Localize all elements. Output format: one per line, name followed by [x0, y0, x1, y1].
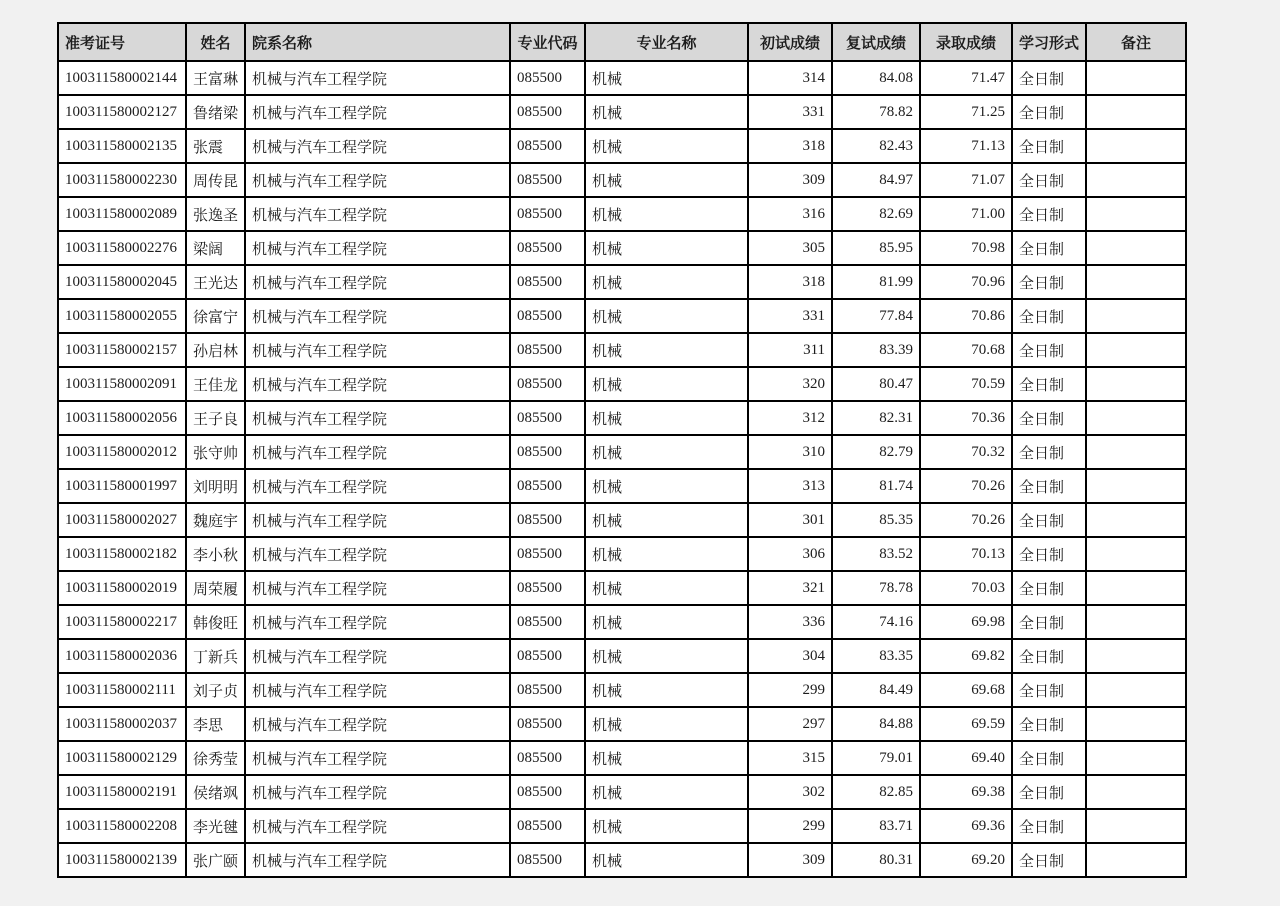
table-cell: 机械 [585, 775, 748, 809]
column-header-1: 姓名 [186, 23, 245, 61]
table-cell: 全日制 [1012, 197, 1086, 231]
table-row [58, 639, 1186, 673]
table-cell: 085500 [510, 809, 585, 843]
table-cell: 机械与汽车工程学院 [245, 95, 510, 129]
table-cell [1086, 741, 1186, 775]
table-cell [1086, 333, 1186, 367]
table-cell: 机械 [585, 605, 748, 639]
table-cell: 全日制 [1012, 401, 1086, 435]
table-cell: 全日制 [1012, 571, 1086, 605]
table-cell: 77.84 [832, 299, 920, 333]
table-cell: 机械与汽车工程学院 [245, 435, 510, 469]
table-cell: 机械 [585, 741, 748, 775]
table-cell: 82.79 [832, 435, 920, 469]
table-cell [1086, 231, 1186, 265]
table-cell: 82.85 [832, 775, 920, 809]
table-cell: 321 [748, 571, 832, 605]
table-cell: 100311580001997 [58, 469, 186, 503]
table-cell: 82.43 [832, 129, 920, 163]
table-cell: 085500 [510, 129, 585, 163]
table-cell: 69.38 [920, 775, 1012, 809]
table-cell [1086, 775, 1186, 809]
table-cell: 机械与汽车工程学院 [245, 537, 510, 571]
column-header-4: 专业名称 [585, 23, 748, 61]
table-cell [1086, 197, 1186, 231]
table-cell: 全日制 [1012, 605, 1086, 639]
column-header-7: 录取成绩 [920, 23, 1012, 61]
table-cell: 81.99 [832, 265, 920, 299]
table-cell [1086, 401, 1186, 435]
table-cell: 085500 [510, 741, 585, 775]
table-cell: 70.13 [920, 537, 1012, 571]
table-cell: 机械与汽车工程学院 [245, 265, 510, 299]
table-cell: 100311580002027 [58, 503, 186, 537]
table-cell: 79.01 [832, 741, 920, 775]
table-cell: 085500 [510, 843, 585, 877]
table-cell: 83.35 [832, 639, 920, 673]
table-row [58, 231, 1186, 265]
table-cell: 100311580002019 [58, 571, 186, 605]
table-cell: 085500 [510, 639, 585, 673]
table-cell: 机械与汽车工程学院 [245, 673, 510, 707]
table-cell: 331 [748, 95, 832, 129]
table-cell: 徐富宁 [186, 299, 245, 333]
table-cell: 302 [748, 775, 832, 809]
table-cell: 机械 [585, 401, 748, 435]
table-cell: 机械与汽车工程学院 [245, 571, 510, 605]
table-cell: 100311580002091 [58, 367, 186, 401]
table-cell: 84.08 [832, 61, 920, 95]
table-cell: 机械 [585, 231, 748, 265]
table-row [58, 605, 1186, 639]
table-cell: 70.96 [920, 265, 1012, 299]
table-cell: 74.16 [832, 605, 920, 639]
table-cell: 71.07 [920, 163, 1012, 197]
table-cell: 331 [748, 299, 832, 333]
table-cell: 318 [748, 129, 832, 163]
table-cell: 鲁绪梁 [186, 95, 245, 129]
column-header-5: 初试成绩 [748, 23, 832, 61]
table-row [58, 95, 1186, 129]
table-cell: 085500 [510, 469, 585, 503]
table-cell: 84.88 [832, 707, 920, 741]
table-cell: 孙启林 [186, 333, 245, 367]
table-cell: 70.32 [920, 435, 1012, 469]
table-cell: 318 [748, 265, 832, 299]
table-cell: 70.68 [920, 333, 1012, 367]
table-cell: 314 [748, 61, 832, 95]
table-cell: 085500 [510, 231, 585, 265]
table-cell: 全日制 [1012, 775, 1086, 809]
table-cell: 70.59 [920, 367, 1012, 401]
table-cell: 085500 [510, 673, 585, 707]
table-cell: 王佳龙 [186, 367, 245, 401]
table-cell: 刘子贞 [186, 673, 245, 707]
table-cell: 机械 [585, 197, 748, 231]
table-cell: 70.98 [920, 231, 1012, 265]
table-cell: 100311580002111 [58, 673, 186, 707]
table-cell: 84.97 [832, 163, 920, 197]
table-row [58, 843, 1186, 877]
table-cell: 机械与汽车工程学院 [245, 163, 510, 197]
table-row [58, 537, 1186, 571]
table-cell: 机械 [585, 843, 748, 877]
table-cell: 全日制 [1012, 639, 1086, 673]
table-cell: 70.03 [920, 571, 1012, 605]
table-cell: 侯绪飒 [186, 775, 245, 809]
table-cell: 机械与汽车工程学院 [245, 231, 510, 265]
table-cell [1086, 129, 1186, 163]
table-cell: 83.52 [832, 537, 920, 571]
column-header-8: 学习形式 [1012, 23, 1086, 61]
table-row [58, 435, 1186, 469]
table-cell: 69.59 [920, 707, 1012, 741]
table-cell: 70.26 [920, 469, 1012, 503]
table-cell: 81.74 [832, 469, 920, 503]
table-cell: 315 [748, 741, 832, 775]
table-cell: 全日制 [1012, 707, 1086, 741]
table-cell: 83.39 [832, 333, 920, 367]
table-cell: 310 [748, 435, 832, 469]
table-cell: 全日制 [1012, 299, 1086, 333]
table-cell: 085500 [510, 367, 585, 401]
table-cell: 100311580002208 [58, 809, 186, 843]
table-cell: 机械 [585, 95, 748, 129]
table-cell: 王富琳 [186, 61, 245, 95]
table-row [58, 265, 1186, 299]
table-cell: 魏庭宇 [186, 503, 245, 537]
table-row [58, 571, 1186, 605]
table-cell: 张震 [186, 129, 245, 163]
table-cell: 85.35 [832, 503, 920, 537]
table-cell: 张逸圣 [186, 197, 245, 231]
column-header-9: 备注 [1086, 23, 1186, 61]
table-cell [1086, 469, 1186, 503]
table-cell: 69.20 [920, 843, 1012, 877]
table-cell [1086, 673, 1186, 707]
table-cell: 全日制 [1012, 673, 1086, 707]
table-cell: 李光毽 [186, 809, 245, 843]
table-cell: 张守帅 [186, 435, 245, 469]
table-cell: 机械与汽车工程学院 [245, 741, 510, 775]
table-cell [1086, 435, 1186, 469]
table-cell: 全日制 [1012, 741, 1086, 775]
table-cell: 机械与汽车工程学院 [245, 61, 510, 95]
table-cell: 机械 [585, 61, 748, 95]
table-cell: 100311580002144 [58, 61, 186, 95]
table-cell: 全日制 [1012, 367, 1086, 401]
table-cell: 305 [748, 231, 832, 265]
table-row [58, 333, 1186, 367]
table-cell: 100311580002089 [58, 197, 186, 231]
table-cell: 100311580002036 [58, 639, 186, 673]
table-cell: 机械 [585, 571, 748, 605]
table-cell [1086, 95, 1186, 129]
table-cell: 机械 [585, 673, 748, 707]
table-cell [1086, 843, 1186, 877]
column-header-2: 院系名称 [245, 23, 510, 61]
table-cell: 085500 [510, 333, 585, 367]
table-cell [1086, 265, 1186, 299]
table-cell: 085500 [510, 775, 585, 809]
table-cell: 100311580002217 [58, 605, 186, 639]
table-cell [1086, 571, 1186, 605]
table-cell: 312 [748, 401, 832, 435]
table-cell: 全日制 [1012, 61, 1086, 95]
table-cell: 100311580002056 [58, 401, 186, 435]
table-cell: 100311580002182 [58, 537, 186, 571]
table-cell: 71.00 [920, 197, 1012, 231]
table-cell: 085500 [510, 537, 585, 571]
table-body [58, 61, 1186, 877]
table-cell: 丁新兵 [186, 639, 245, 673]
table-cell: 83.71 [832, 809, 920, 843]
table-cell: 100311580002230 [58, 163, 186, 197]
table-cell: 69.68 [920, 673, 1012, 707]
table-cell [1086, 367, 1186, 401]
table-cell [1086, 537, 1186, 571]
table-cell: 82.69 [832, 197, 920, 231]
table-cell: 299 [748, 809, 832, 843]
table-cell: 机械 [585, 639, 748, 673]
table-cell: 机械 [585, 537, 748, 571]
table-cell: 78.78 [832, 571, 920, 605]
table-cell: 085500 [510, 163, 585, 197]
table-row [58, 61, 1186, 95]
table-cell: 全日制 [1012, 95, 1086, 129]
table-cell: 311 [748, 333, 832, 367]
table-cell: 085500 [510, 197, 585, 231]
table-cell: 李小秋 [186, 537, 245, 571]
table-cell: 100311580002012 [58, 435, 186, 469]
admission-results-table [57, 22, 1187, 878]
table-cell: 机械 [585, 163, 748, 197]
table-cell [1086, 299, 1186, 333]
table-cell: 机械与汽车工程学院 [245, 299, 510, 333]
table-cell: 100311580002135 [58, 129, 186, 163]
table-row [58, 401, 1186, 435]
table-cell: 全日制 [1012, 843, 1086, 877]
table-cell: 313 [748, 469, 832, 503]
table-row [58, 129, 1186, 163]
table-cell [1086, 809, 1186, 843]
table-cell: 王子良 [186, 401, 245, 435]
table-cell: 299 [748, 673, 832, 707]
table-cell: 机械 [585, 265, 748, 299]
table-cell: 机械 [585, 435, 748, 469]
table-cell: 机械 [585, 333, 748, 367]
table-cell: 周荣履 [186, 571, 245, 605]
table-cell: 全日制 [1012, 537, 1086, 571]
table-cell: 085500 [510, 435, 585, 469]
table-cell: 徐秀莹 [186, 741, 245, 775]
table-cell: 69.36 [920, 809, 1012, 843]
table-cell: 机械 [585, 503, 748, 537]
table-cell: 梁阔 [186, 231, 245, 265]
table-row [58, 197, 1186, 231]
table-cell: 全日制 [1012, 129, 1086, 163]
table-cell: 机械 [585, 809, 748, 843]
table-cell: 全日制 [1012, 163, 1086, 197]
table-cell: 全日制 [1012, 503, 1086, 537]
table-cell: 320 [748, 367, 832, 401]
table-cell: 王光达 [186, 265, 245, 299]
table-cell: 70.36 [920, 401, 1012, 435]
table-cell [1086, 605, 1186, 639]
table-cell: 80.47 [832, 367, 920, 401]
table-row [58, 741, 1186, 775]
table-cell: 机械与汽车工程学院 [245, 639, 510, 673]
table-cell: 085500 [510, 265, 585, 299]
table-cell: 机械与汽车工程学院 [245, 775, 510, 809]
table-cell: 82.31 [832, 401, 920, 435]
table-cell: 全日制 [1012, 231, 1086, 265]
column-header-3: 专业代码 [510, 23, 585, 61]
table-row [58, 809, 1186, 843]
table-cell: 机械与汽车工程学院 [245, 197, 510, 231]
table-cell: 韩俊旺 [186, 605, 245, 639]
table-cell: 71.47 [920, 61, 1012, 95]
column-header-0: 准考证号 [58, 23, 186, 61]
table-cell: 100311580002157 [58, 333, 186, 367]
table-cell: 100311580002127 [58, 95, 186, 129]
table-cell: 100311580002129 [58, 741, 186, 775]
table-cell: 297 [748, 707, 832, 741]
table-cell: 周传昆 [186, 163, 245, 197]
table-cell: 71.13 [920, 129, 1012, 163]
table-row [58, 367, 1186, 401]
table-cell: 85.95 [832, 231, 920, 265]
table-cell: 085500 [510, 571, 585, 605]
table-cell: 全日制 [1012, 809, 1086, 843]
table-cell: 机械与汽车工程学院 [245, 129, 510, 163]
table-cell [1086, 503, 1186, 537]
table-cell: 机械与汽车工程学院 [245, 469, 510, 503]
table-cell: 机械与汽车工程学院 [245, 333, 510, 367]
table-cell: 机械 [585, 707, 748, 741]
table-cell: 69.98 [920, 605, 1012, 639]
table-cell: 机械与汽车工程学院 [245, 707, 510, 741]
table-cell: 085500 [510, 503, 585, 537]
table-cell: 机械与汽车工程学院 [245, 401, 510, 435]
table-cell: 机械与汽车工程学院 [245, 605, 510, 639]
table-cell: 机械与汽车工程学院 [245, 503, 510, 537]
table-cell: 69.40 [920, 741, 1012, 775]
table-cell: 100311580002037 [58, 707, 186, 741]
column-header-6: 复试成绩 [832, 23, 920, 61]
table-cell: 301 [748, 503, 832, 537]
header-row [58, 23, 1186, 61]
table-cell: 306 [748, 537, 832, 571]
table-cell [1086, 163, 1186, 197]
table-cell [1086, 61, 1186, 95]
table-row [58, 503, 1186, 537]
table-cell: 全日制 [1012, 469, 1086, 503]
table-cell: 李思 [186, 707, 245, 741]
table-cell: 机械 [585, 299, 748, 333]
table-cell: 100311580002139 [58, 843, 186, 877]
table-cell: 69.82 [920, 639, 1012, 673]
table-cell: 71.25 [920, 95, 1012, 129]
table-row [58, 163, 1186, 197]
table-cell: 085500 [510, 299, 585, 333]
table-cell: 84.49 [832, 673, 920, 707]
table-row [58, 299, 1186, 333]
table-cell: 机械 [585, 469, 748, 503]
table-cell: 309 [748, 843, 832, 877]
table-row [58, 469, 1186, 503]
table-cell: 机械 [585, 129, 748, 163]
table-cell: 085500 [510, 61, 585, 95]
table-cell: 70.86 [920, 299, 1012, 333]
table-cell: 全日制 [1012, 333, 1086, 367]
table-cell: 100311580002055 [58, 299, 186, 333]
table-cell: 全日制 [1012, 435, 1086, 469]
table-row [58, 707, 1186, 741]
table-cell: 085500 [510, 95, 585, 129]
table-cell: 机械与汽车工程学院 [245, 367, 510, 401]
table-cell: 304 [748, 639, 832, 673]
table-row [58, 673, 1186, 707]
table-cell: 机械与汽车工程学院 [245, 843, 510, 877]
table-cell: 张广颐 [186, 843, 245, 877]
table-cell: 085500 [510, 401, 585, 435]
table-cell: 70.26 [920, 503, 1012, 537]
table-cell: 085500 [510, 605, 585, 639]
table-cell: 全日制 [1012, 265, 1086, 299]
table-cell: 78.82 [832, 95, 920, 129]
table-cell: 336 [748, 605, 832, 639]
table-cell: 100311580002045 [58, 265, 186, 299]
table-cell: 刘明明 [186, 469, 245, 503]
table-cell: 100311580002191 [58, 775, 186, 809]
table-cell: 309 [748, 163, 832, 197]
table-cell: 085500 [510, 707, 585, 741]
table-row [58, 775, 1186, 809]
table-cell: 机械 [585, 367, 748, 401]
table-cell [1086, 707, 1186, 741]
table-cell: 100311580002276 [58, 231, 186, 265]
table-cell: 机械与汽车工程学院 [245, 809, 510, 843]
table-cell [1086, 639, 1186, 673]
table-cell: 316 [748, 197, 832, 231]
table-cell: 80.31 [832, 843, 920, 877]
table-header [58, 23, 1186, 61]
